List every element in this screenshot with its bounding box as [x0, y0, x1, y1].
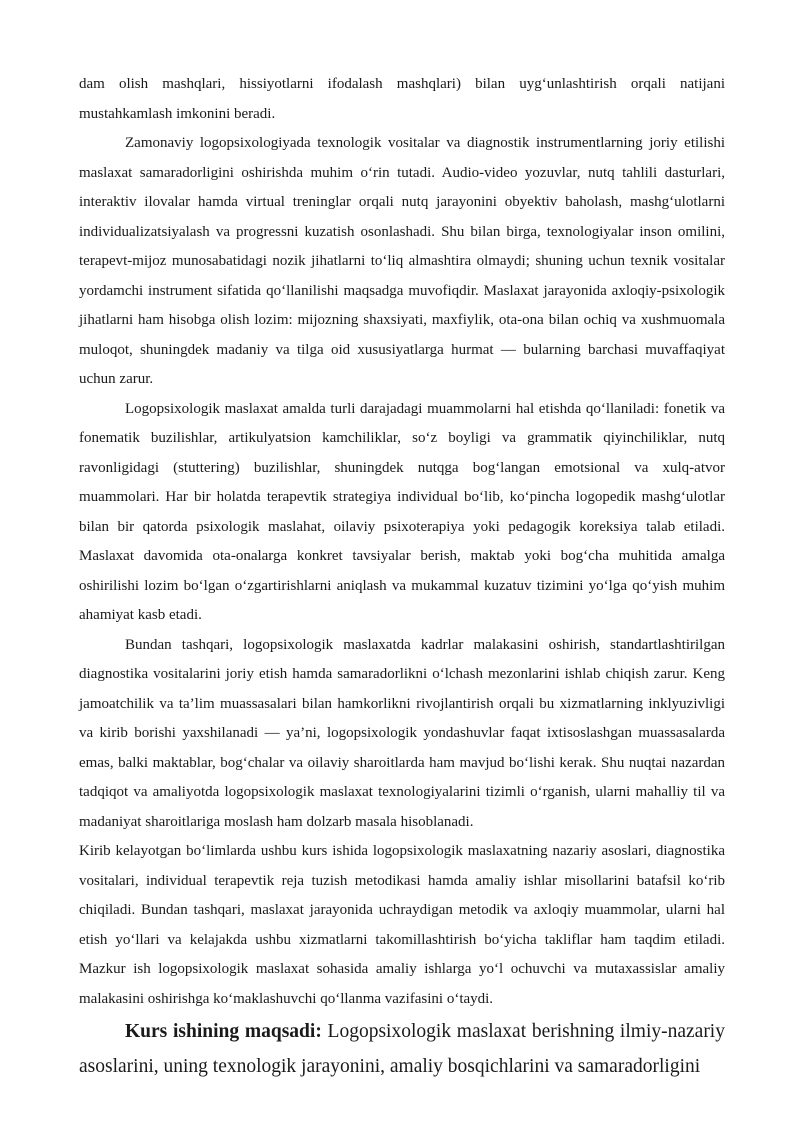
- paragraph-continuation: dam olish mashqlari, hissiyotlarni ifodalash mashqlari) bilan uyg‘unlashtirish orqali natijani mustahkamlash imkonini beradi.: [79, 76, 725, 122]
- goal-text: Logopsixologik maslaxat berishning ilmiy-nazariy asoslarini, uning texnologik jarayonini, amaliy bosqichlarini va samaradorligini: [79, 1021, 725, 1077]
- paragraph-upcoming-sections: Kirib kelayotgan bo‘limlarda ushbu kurs ishida logopsixologik maslaxatning nazariy asoslari, diagnostika vositalari, individual terapevtik reja tuzish metodikasi hamda amaliy ishlar misollarini batafsil ko‘rib chiqiladi. Bundan tashqari, maslaxat jarayonida uchraydigan metodik va axloqiy muammolar, ularni hal etish yo‘llari va kelajakda ushbu xizmatlarni takomillashtirish bo‘yicha takliflar ham taqdim etiladi. Mazkur ish logopsixologik maslaxat sohasida amaliy ishlarga yo‘l ochuvchi va mutaxassislar amaliy malakasini oshirishga ko‘maklashuvchi qo‘llanma vazifasini o‘taydi.: [79, 843, 725, 1007]
- document-page: [79, 70, 725, 1084]
- paragraph-technology: Zamonaviy logopsixologiyada texnologik vositalar va diagnostik instrumentlarning joriy etilishi maslaxat samaradorligini oshirishda muhim o‘rin tutadi. Audio-video yozuvlar, nutq tahlili dasturlari, interaktiv ilovalar hamda virtual treninglar orqali nutq jarayonini obyektiv baholash, mashg‘ulotlarni individualizatsiyalash va progressni kuzatish osonlashadi. Shu bilan birga, texnologiyalar inson omilini, terapevt-mijoz munosabatidagi nozik jihatlarni to‘liq almashtira olmaydi; shuning uchun texnik vositalar yordamchi instrument sifatida qo‘llanilishi maqsadga muvofiqdir. Maslaxat jarayonida axloqiy-psixologik jihatlarni ham hisobga olish lozim: mijozning shaxsiyati, maxfiylik, ota-ona bilan ochiq va xushmuomala muloqot, shuningdek madaniy va tilga oid xususiyatlarga hurmat — bularning barchasi muvaffaqiyat uchun zarur.: [79, 135, 725, 387]
- paragraph-applications: Logopsixologik maslaxat amalda turli darajadagi muammolarni hal etishda qo‘llaniladi: fonetik va fonematik buzilishlar, artikulyatsion kamchiliklar, so‘z boyligi va grammatik qiyinchiliklar, nutq ravonligidagi (stuttering) buzilishlar, shuningdek nutqga bog‘langan emotsional va xulq-atvor muammolari. Har bir holatda terapevtik strategiya individual bo‘lib, ko‘pincha logopedik mashg‘ulotlar bilan bir qatorda psixologik maslahat, oilaviy psixoterapiya yoki pedagogik koreksiya talab etiladi. Maslaxat davomida ota-onalarga konkret tavsiyalar berish, maktab yoki bog‘cha muhitida amalga oshirilishi lozim bo‘lgan o‘zgartirishlarni aniqlash va mukammal kuzatuv tizimini yo‘lga qo‘yish muhim ahamiyat kasb etadi.: [79, 400, 725, 623]
- goal-label: Kurs ishining maqsadi:: [125, 1021, 322, 1042]
- paragraph-course-goal: [79, 1014, 725, 1084]
- paragraph-staff-training: Bundan tashqari, logopsixologik maslaxatda kadrlar malakasini oshirish, standartlashtirilgan diagnostika vositalarini joriy etish hamda samaradorlikni o‘lchash mezonlarini ishlab chiqish zarur. Keng jamoatchilik va ta’lim muassasalari bilan hamkorlikni rivojlantirish orqali bu xizmatlarning inklyuzivligi va kirib borishi yaxshilanadi — ya’ni, logopsixologik yondashuvlar faqat ixtisoslashgan muassasalarda emas, balki maktablar, bog‘chalar va oilaviy sharoitlarda ham mavjud bo‘lishi kerak. Shu nuqtai nazardan tadqiqot va amaliyotda logopsixologik maslaxat texnologiyalarini tizimli o‘rganish, ularni mahalliy til va madaniyat sharoitlariga moslash ham dolzarb masala hisoblanadi.: [79, 636, 725, 830]
